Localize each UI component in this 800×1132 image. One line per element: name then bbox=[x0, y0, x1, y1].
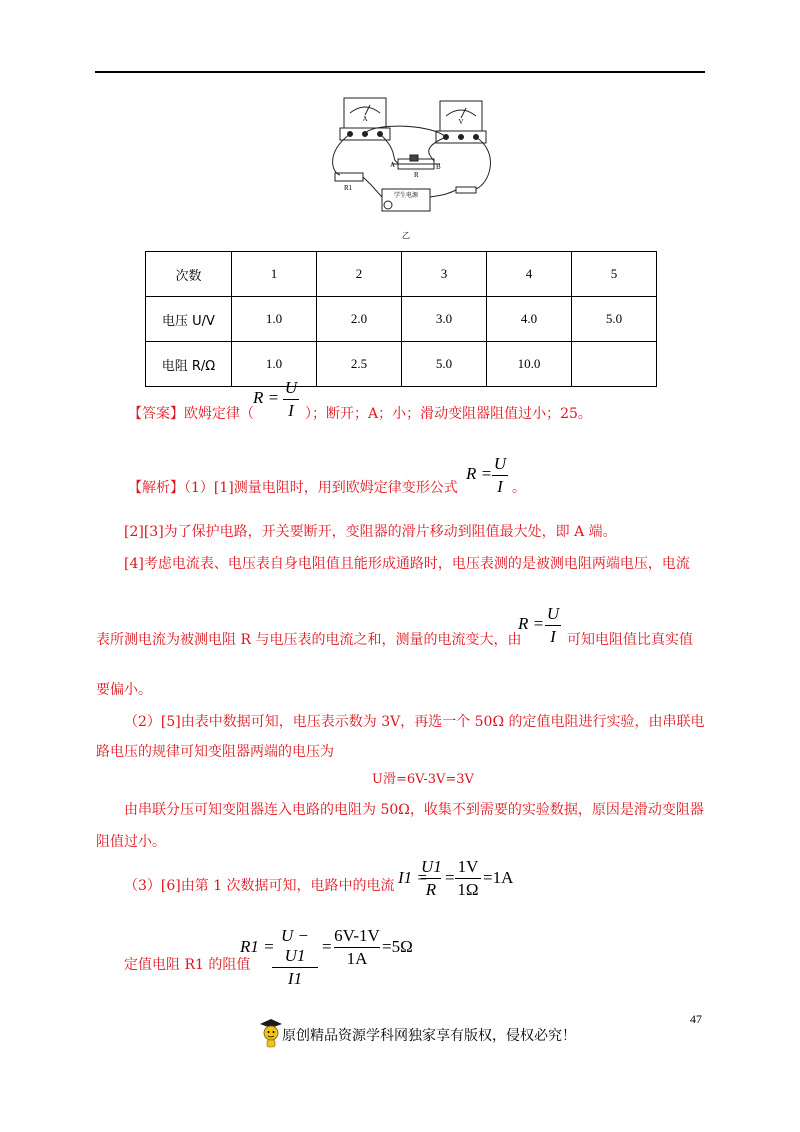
table-cell: 3 bbox=[402, 252, 487, 297]
table-cell: 电阻 R/Ω bbox=[146, 342, 232, 387]
analysis-formula2-fraction bbox=[545, 604, 561, 647]
switch bbox=[456, 187, 476, 193]
analysis-p4b: 可知电阻值比真实值 bbox=[567, 632, 693, 648]
i1-fraction-2 bbox=[455, 857, 481, 900]
answer-text-a: 欧姆定律（ bbox=[184, 406, 254, 422]
table-cell: 10.0 bbox=[487, 342, 572, 387]
ammeter-label: A bbox=[362, 115, 368, 123]
table-cell: 电压 U/V bbox=[146, 297, 232, 342]
table-row bbox=[146, 297, 657, 342]
analysis-p4a: 表所测电流为被测电阻 R 与电压表的电流之和，测量的电流变大，由 bbox=[96, 632, 522, 648]
analysis-p3: [4]考虑电流表、电压表自身电阻值且能形成通路时，电压表测的是被测电阻两端电压，电流 bbox=[124, 556, 690, 572]
table-cell: 次数 bbox=[146, 252, 232, 297]
table-cell: 5.0 bbox=[402, 342, 487, 387]
analysis-p2: [2][3]为了保护电路，开关要断开，变阻器的滑片移动到阻值最大处，即 A 端。 bbox=[124, 524, 617, 540]
page-number: 47 bbox=[690, 1012, 702, 1026]
i1-result: =1A bbox=[483, 868, 514, 887]
figure-caption: 乙 bbox=[402, 231, 410, 240]
fraction-denominator: 1Ω bbox=[457, 880, 479, 899]
rheostat-label: R bbox=[414, 171, 419, 179]
table-cell bbox=[572, 342, 657, 387]
analysis-formula-lhs: R = bbox=[466, 464, 493, 483]
analysis-p1-end: 。 bbox=[512, 480, 526, 496]
fraction-numerator: U bbox=[284, 378, 298, 397]
analysis-p11: （3）[6]由第 1 次数据可知，电路中的电流 bbox=[124, 878, 395, 894]
analysis-p8: U滑=6V-3V=3V bbox=[372, 772, 474, 787]
r1-equals: = bbox=[322, 937, 332, 956]
analysis-tag: 【解析】 bbox=[128, 480, 184, 496]
table-row bbox=[146, 252, 657, 297]
table-cell: 5.0 bbox=[572, 297, 657, 342]
table-cell: 4.0 bbox=[487, 297, 572, 342]
r1-formula-lhs: R1 = bbox=[240, 937, 275, 956]
table-cell: 1.0 bbox=[232, 342, 317, 387]
fraction-denominator: I bbox=[550, 627, 556, 646]
answer-tag: 【答案】 bbox=[128, 406, 184, 422]
table-cell: 1.0 bbox=[232, 297, 317, 342]
analysis-p1 bbox=[128, 478, 458, 498]
r1-result: =5Ω bbox=[382, 937, 413, 956]
analysis-p1-text: （1）[1]测量电阻时，用到欧姆定律变形公式 bbox=[184, 480, 458, 496]
fraction-denominator: I bbox=[497, 477, 503, 496]
fraction-denominator: I1 bbox=[287, 969, 303, 988]
analysis-formula-fraction bbox=[492, 454, 508, 497]
answer-line bbox=[128, 404, 254, 424]
i1-formula-lhs: I1 = bbox=[398, 868, 428, 887]
fraction-denominator: 1A bbox=[346, 949, 368, 968]
analysis-p9: 由串联分压可知变阻器连入电路的电阻为 50Ω，收集不到需要的实验数据，原因是滑动变阻器 bbox=[124, 802, 704, 818]
ammeter-dial bbox=[350, 107, 380, 113]
terminal-a-label: A bbox=[390, 161, 396, 169]
table-cell: 2.5 bbox=[317, 342, 402, 387]
i1-equals: = bbox=[445, 868, 455, 887]
table-cell: 2 bbox=[317, 252, 402, 297]
resistor-r1 bbox=[335, 173, 363, 181]
analysis-p10: 阻值过小。 bbox=[96, 834, 166, 850]
i1-fraction-1 bbox=[421, 857, 441, 900]
table-cell: 3.0 bbox=[402, 297, 487, 342]
fraction-numerator: U1 bbox=[421, 857, 442, 876]
analysis-formula2-lhs: R = bbox=[518, 614, 545, 633]
data-table bbox=[145, 251, 657, 387]
resistor-label: R1 bbox=[344, 184, 353, 192]
circuit-diagram bbox=[330, 93, 500, 243]
analysis-p7: 路电压的规律可知变阻器两端的电压为 bbox=[96, 744, 334, 760]
r1-fraction-1 bbox=[272, 926, 318, 989]
analysis-p6: （2）[5]由表中数据可知，电压表示数为 3V，再选一个 50Ω 的定值电阻进行实验，由串联电 bbox=[124, 714, 705, 730]
circuit-figure bbox=[330, 93, 500, 243]
answer-formula-lhs: R = bbox=[253, 388, 280, 407]
fraction-numerator: U bbox=[493, 454, 507, 473]
table-cell: 4 bbox=[487, 252, 572, 297]
fraction-numerator: U − U1 bbox=[281, 926, 309, 965]
fraction-numerator: 1V bbox=[457, 857, 479, 876]
r1-fraction-2 bbox=[334, 926, 380, 969]
voltmeter-label: V bbox=[458, 118, 464, 126]
power-supply-label: 学生电源 bbox=[393, 192, 419, 199]
answer-formula-fraction bbox=[283, 378, 299, 421]
table-row bbox=[146, 342, 657, 387]
table-cell: 2.0 bbox=[317, 297, 402, 342]
voltmeter-dial bbox=[446, 110, 476, 116]
table-cell: 1 bbox=[232, 252, 317, 297]
answer-text-b: ）；断开；A；小；滑动变阻器阻值过小；25。 bbox=[305, 406, 592, 422]
analysis-p12: 定值电阻 R1 的阻值 bbox=[124, 957, 251, 973]
terminal-b-label: B bbox=[436, 163, 441, 171]
fraction-numerator: 6V-1V bbox=[334, 926, 380, 945]
copyright-notice: 原创精品资源学科网独家享有版权，侵权必究！ bbox=[282, 1028, 576, 1044]
fraction-denominator: R bbox=[425, 880, 437, 899]
logo-icon bbox=[258, 1016, 284, 1048]
header-rule bbox=[95, 71, 705, 73]
analysis-p5: 要偏小。 bbox=[96, 682, 152, 698]
table-cell: 5 bbox=[572, 252, 657, 297]
fraction-numerator: U bbox=[546, 604, 560, 623]
fraction-denominator: I bbox=[288, 401, 294, 420]
